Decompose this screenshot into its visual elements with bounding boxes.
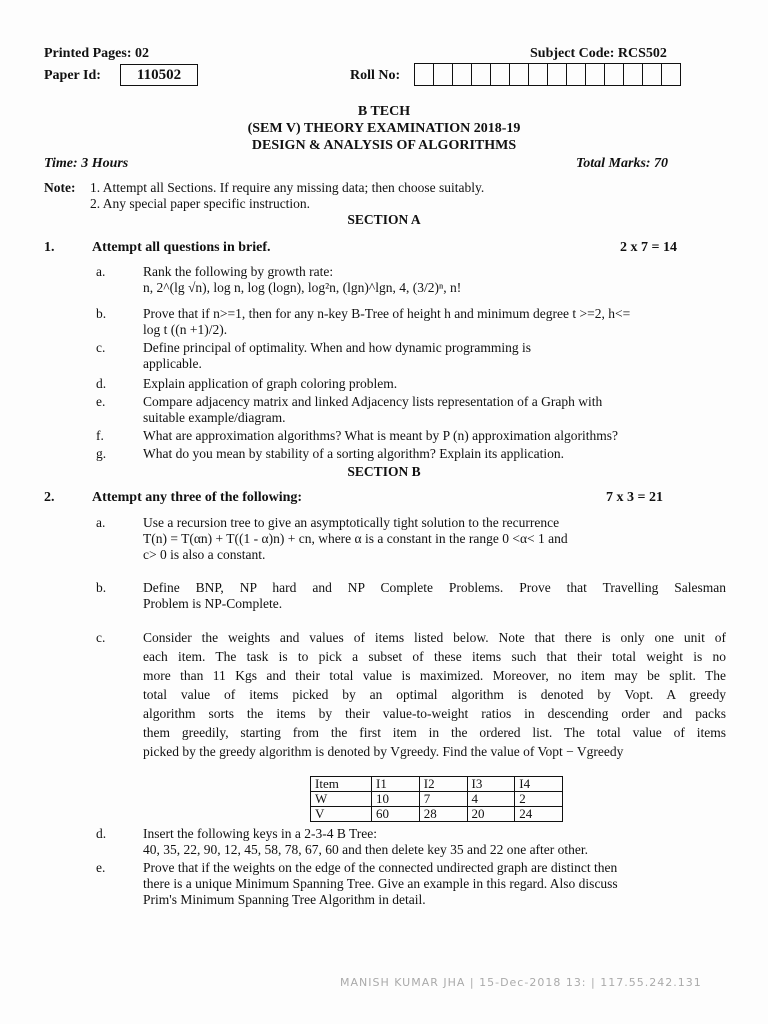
q2b-letter: b. bbox=[96, 580, 107, 595]
table-cell: 7 bbox=[419, 792, 467, 807]
q2d-line1: Insert the following keys in a 2-3-4 B Tree: bbox=[143, 826, 377, 841]
q2b-line2: Problem is NP-Complete. bbox=[143, 596, 283, 611]
q2b-line1: Define BNP, NP hard and NP Complete Problems. Prove that Travelling Salesman bbox=[143, 580, 726, 595]
q1c-letter: c. bbox=[96, 340, 106, 355]
section-a-title: SECTION A bbox=[347, 212, 421, 227]
q2c-line5: algorithm sorts the items by their value-to-weight ratios in descending order and packs bbox=[143, 706, 726, 721]
q2c-line2: each item. The task is to pick a subset of these items such that their total weight is no bbox=[143, 649, 726, 664]
q2c-letter: c. bbox=[96, 630, 106, 645]
q1b-text: Prove that if n>=1, then for any n-key B-Tree of height h and minimum degree t >=2, h<= bbox=[143, 306, 631, 321]
q2c-line3: more than 11 Kgs and their total value is maximized. Moreover, no item may be split. The bbox=[143, 668, 726, 683]
title-line2: (SEM V) THEORY EXAMINATION 2018-19 bbox=[247, 121, 521, 136]
table-cell: Item bbox=[311, 777, 372, 792]
printed-pages: Printed Pages: 02 bbox=[44, 46, 149, 61]
roll-no-label: Roll No: bbox=[350, 68, 401, 83]
table-cell: I3 bbox=[467, 777, 515, 792]
q1g-letter: g. bbox=[96, 446, 107, 461]
note-item-1: 1. Attempt all Sections. If require any missing data; then choose suitably. bbox=[90, 180, 485, 195]
q2c-line6: them greedily, starting from the first item in the ordered list. The total value of items bbox=[143, 725, 726, 740]
table-cell: 28 bbox=[419, 807, 467, 822]
table-row bbox=[311, 807, 563, 822]
q1f-letter: f. bbox=[96, 428, 104, 443]
table-cell: V bbox=[311, 807, 372, 822]
table-cell: I2 bbox=[419, 777, 467, 792]
q2a-line3: c> 0 is also a constant. bbox=[143, 547, 266, 562]
q1a-text: Rank the following by growth rate: bbox=[143, 264, 334, 279]
table-cell: 60 bbox=[372, 807, 420, 822]
footer-watermark: MANISH KUMAR JHA | 15-Dec-2018 13: | 117.55.242.131 bbox=[340, 976, 702, 989]
q1-title: Attempt all questions in brief. bbox=[92, 240, 271, 255]
q1c-text: Define principal of optimality. When and how dynamic programming is bbox=[143, 340, 532, 355]
q2e-line2: there is a unique Minimum Spanning Tree. Give an example in this regard. Also discuss bbox=[143, 876, 618, 891]
q1e-letter: e. bbox=[96, 394, 106, 409]
q2e-letter: e. bbox=[96, 860, 106, 875]
table-cell: 24 bbox=[515, 807, 563, 822]
q1d-text: Explain application of graph coloring problem. bbox=[143, 376, 398, 391]
table-cell: 10 bbox=[372, 792, 420, 807]
q2a-line2: T(n) = T(αn) + T((1 - α)n) + cn, where α is a constant in the range 0 <α< 1 and bbox=[143, 531, 568, 546]
subject-code: Subject Code: RCS502 bbox=[530, 46, 667, 61]
q1g-text: What do you mean by stability of a sorting algorithm? Explain its application. bbox=[143, 446, 565, 461]
q1a-text2: n, 2^(lg √n), log n, log (logn), log²n, (lgn)^lgn, 4, (3/2)ⁿ, n! bbox=[143, 280, 462, 295]
roll-no-boxes bbox=[414, 63, 681, 86]
q2d-line2: 40, 35, 22, 90, 12, 45, 58, 78, 67, 60 and then delete key 35 and 22 one after other. bbox=[143, 842, 589, 857]
note-item-2: 2. Any special paper specific instruction. bbox=[90, 196, 311, 211]
table-row bbox=[311, 777, 563, 792]
note-label: Note: bbox=[44, 180, 76, 195]
table-cell: 20 bbox=[467, 807, 515, 822]
q2e-line3: Prim's Minimum Spanning Tree Algorithm in detail. bbox=[143, 892, 426, 907]
q1e-text2: suitable example/diagram. bbox=[143, 410, 286, 425]
q2c-line1: Consider the weights and values of items listed below. Note that there is only one unit of bbox=[143, 630, 726, 645]
title-line3: DESIGN & ANALYSIS OF ALGORITHMS bbox=[251, 138, 517, 153]
title-line1: B TECH bbox=[357, 104, 411, 119]
q1b-letter: b. bbox=[96, 306, 107, 321]
section-b-title: SECTION B bbox=[347, 464, 421, 479]
table-cell: I4 bbox=[515, 777, 563, 792]
q2c-line7: picked by the greedy algorithm is denoted by Vgreedy. Find the value of Vopt − Vgreedy bbox=[143, 744, 624, 759]
q1a-letter: a. bbox=[96, 264, 106, 279]
q2-number: 2. bbox=[44, 490, 55, 505]
q2e-line1: Prove that if the weights on the edge of the connected undirected graph are distinct then bbox=[143, 860, 618, 875]
paper-id-label: Paper Id: bbox=[44, 68, 101, 83]
total-marks: Total Marks: 70 bbox=[576, 156, 669, 171]
paper-id: 110502 bbox=[120, 64, 198, 86]
q2-title: Attempt any three of the following: bbox=[92, 490, 303, 505]
q1b-text2: log t ((n +1)/2). bbox=[143, 322, 228, 337]
q1d-letter: d. bbox=[96, 376, 107, 391]
q2a-letter: a. bbox=[96, 515, 106, 530]
table-cell: W bbox=[311, 792, 372, 807]
q1e-text: Compare adjacency matrix and linked Adjacency lists representation of a Graph with bbox=[143, 394, 603, 409]
q2c-line4: total value of items picked by an optimal algorithm is denoted by Vopt. A greedy bbox=[143, 687, 726, 702]
q2-marks: 7 x 3 = 21 bbox=[606, 490, 663, 505]
table-row bbox=[311, 792, 563, 807]
table-cell: I1 bbox=[372, 777, 420, 792]
items-table bbox=[310, 776, 563, 822]
q2a-line1: Use a recursion tree to give an asymptotically tight solution to the recurrence bbox=[143, 515, 560, 530]
q1c-text2: applicable. bbox=[143, 356, 202, 371]
q1-number: 1. bbox=[44, 240, 55, 255]
exam-time: Time: 3 Hours bbox=[44, 156, 129, 171]
q1-marks: 2 x 7 = 14 bbox=[620, 240, 677, 255]
q2d-letter: d. bbox=[96, 826, 107, 841]
table-cell: 2 bbox=[515, 792, 563, 807]
q1f-text: What are approximation algorithms? What is meant by P (n) approximation algorithms? bbox=[143, 428, 619, 443]
table-cell: 4 bbox=[467, 792, 515, 807]
